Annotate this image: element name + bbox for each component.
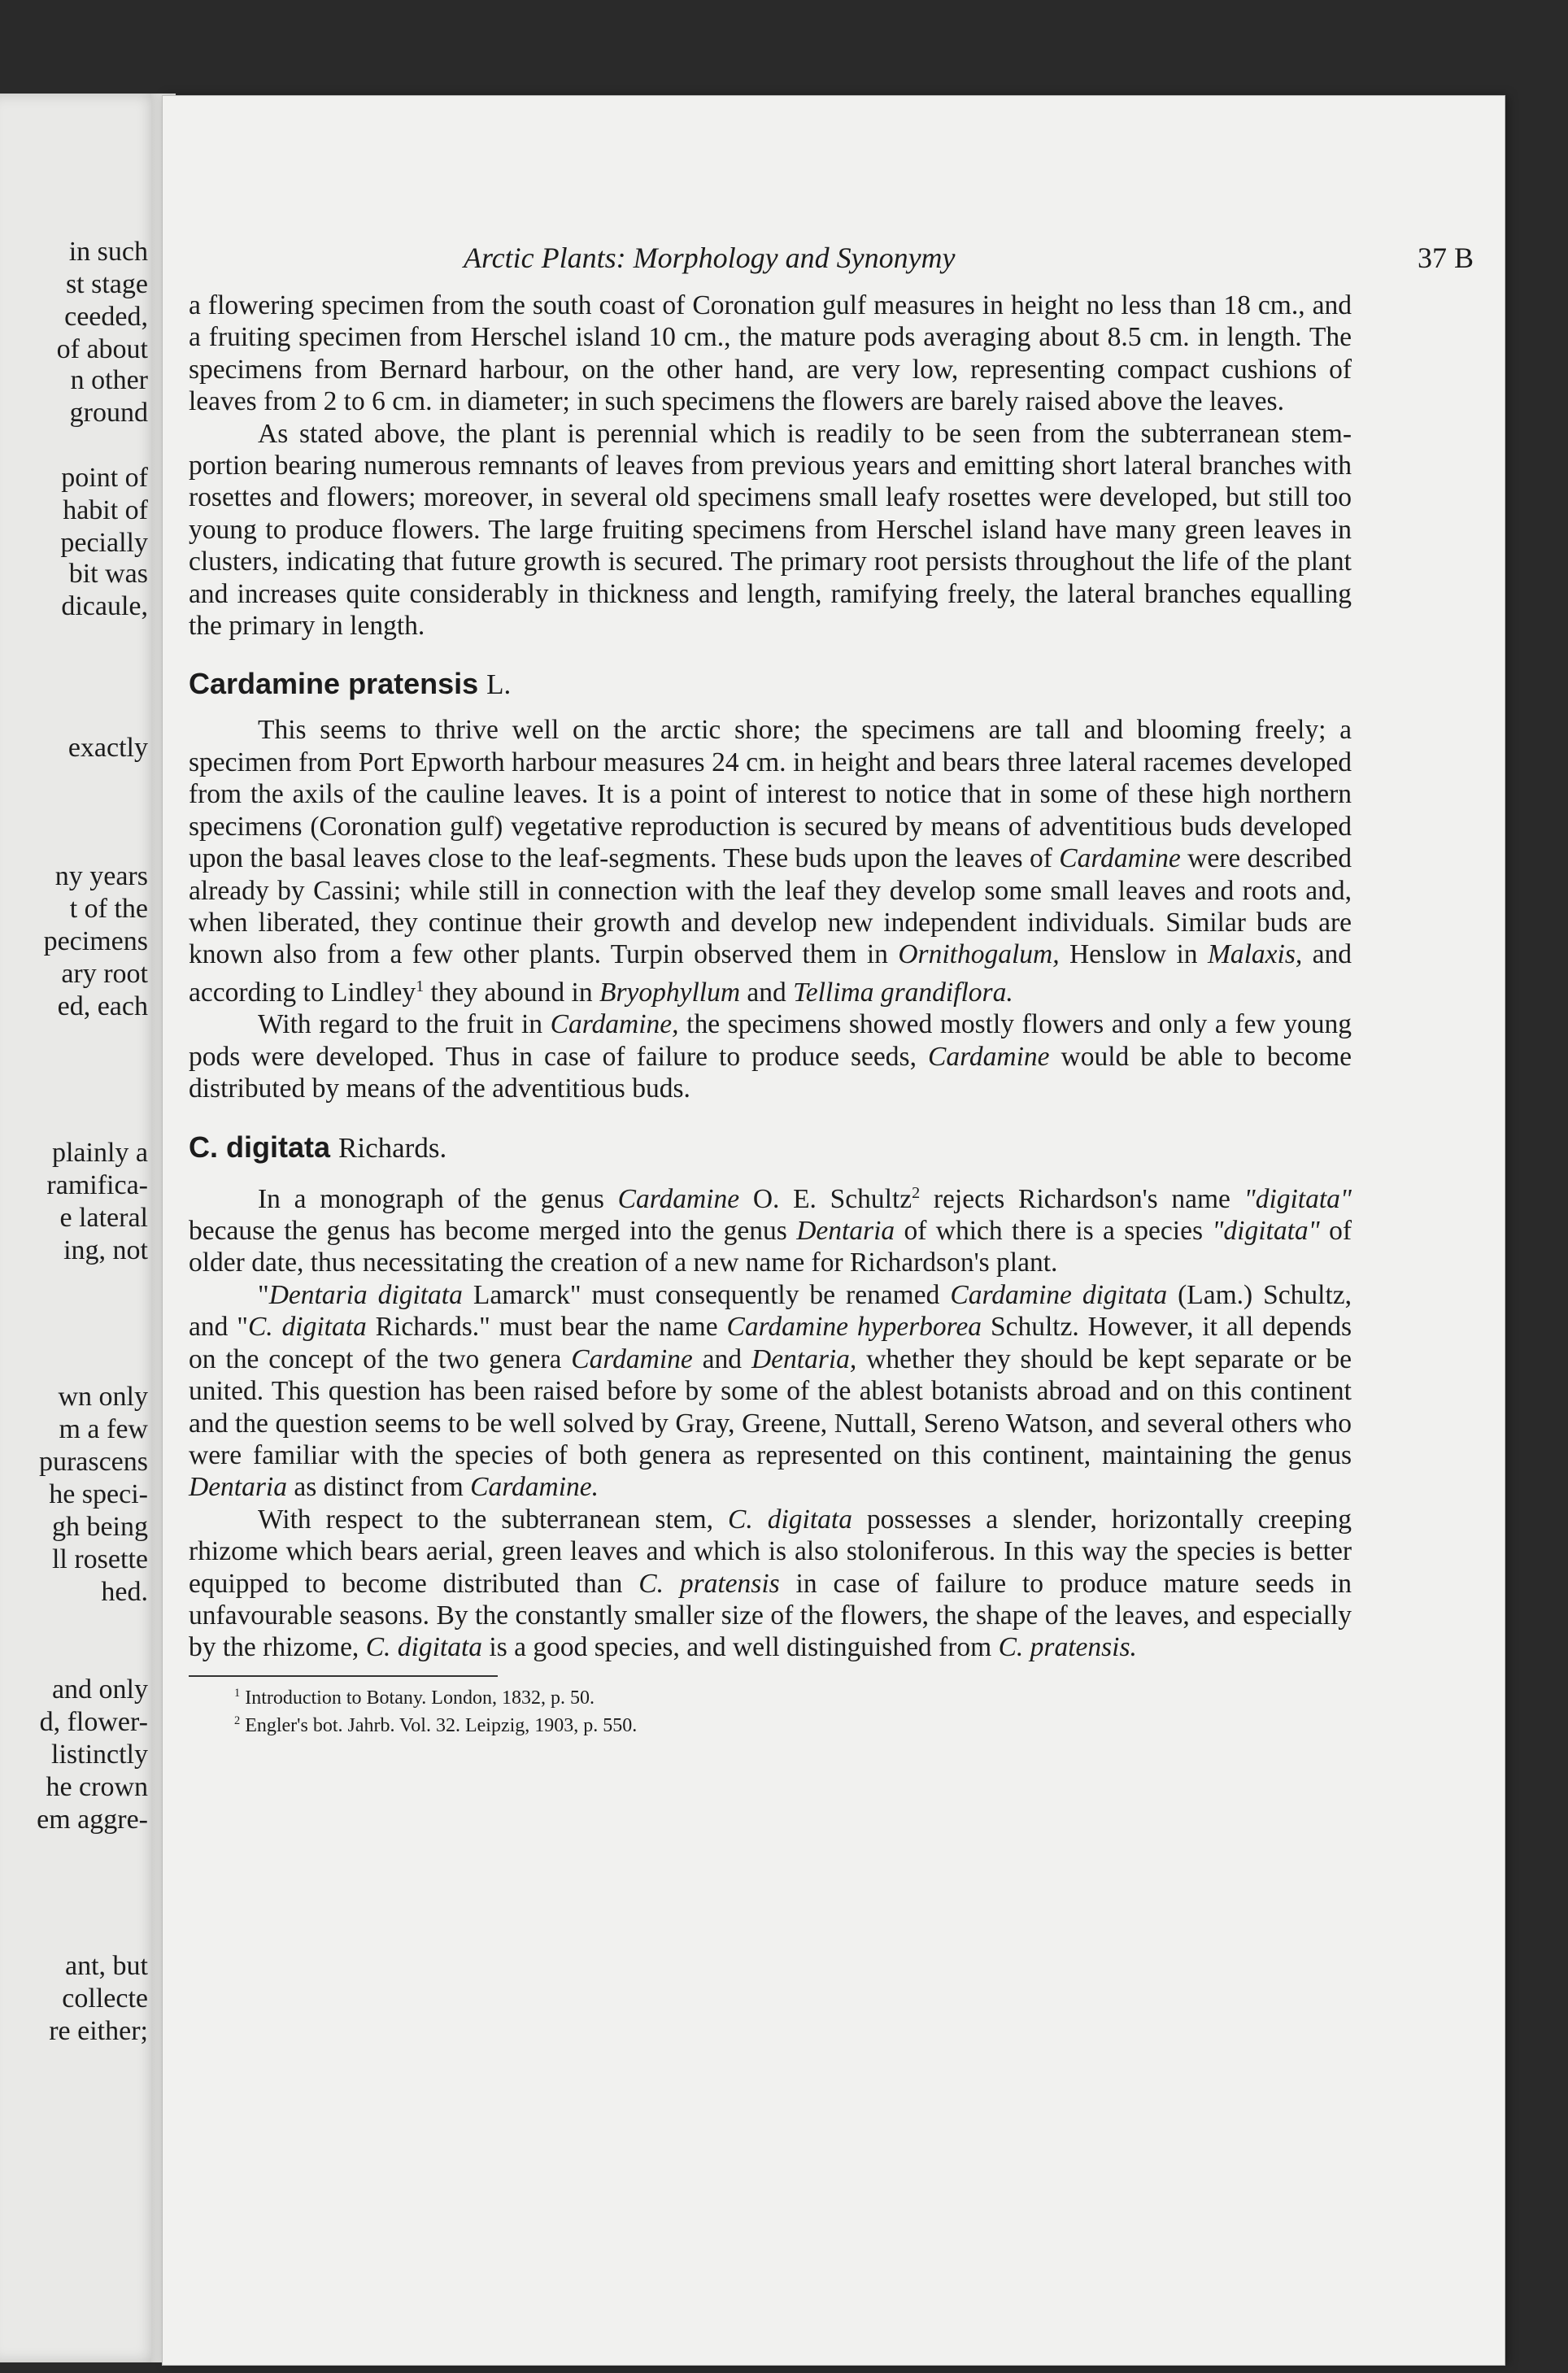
species-name: C. digitata bbox=[189, 1130, 331, 1164]
facing-page-line: of about bbox=[56, 334, 148, 364]
facing-page-line: ant, but bbox=[65, 1951, 148, 1981]
facing-page-line: exactly bbox=[68, 733, 148, 763]
facing-page-line: ramifica- bbox=[46, 1170, 148, 1200]
facing-page-line: pecimens bbox=[43, 926, 148, 956]
facing-page-line: ceeded, bbox=[64, 302, 148, 332]
facing-page-line: hed. bbox=[101, 1577, 148, 1607]
facing-page-line: ny years bbox=[54, 861, 148, 891]
facing-page-line: e lateral bbox=[59, 1203, 148, 1233]
facing-page-fragment bbox=[0, 94, 163, 2362]
facing-page-line: pecially bbox=[60, 528, 148, 558]
facing-page-line: and only bbox=[51, 1674, 148, 1705]
page-number: 37 B bbox=[1417, 242, 1474, 274]
facing-page-line: re either; bbox=[49, 2016, 148, 2046]
facing-page-line: n other bbox=[70, 365, 148, 395]
facing-page-line: habit of bbox=[63, 495, 148, 525]
section-heading-c-digitata bbox=[189, 1130, 1352, 1166]
facing-page-line: point of bbox=[61, 463, 148, 493]
facing-page-line: bit was bbox=[68, 559, 148, 589]
facing-page-line: ed, each bbox=[57, 991, 148, 1021]
facing-page-line: purascens bbox=[38, 1447, 148, 1477]
facing-page-line: listinctly bbox=[51, 1739, 148, 1770]
paragraph: This seems to thrive well on the arctic shore; the specimens are tall and blooming freely; a specimen from Port Epworth harbour measures 24 cm. in height and bears three lateral racemes developed from the axils of the cauline leaves. It is a point of interest to notice that in some of these high northern specimens (Coronation gulf) vegetative reproduction is secured by means of adventitious buds developed upon the basal leaves close to the leaf-segments. These buds upon the leaves of Cardamine were described already by Cassini; while still in connection with the leaf they develop some small leaves and roots and, when liberated, they continue their growth and develop new independent individuals. Similar buds are known also from a few other plants. Turpin observed them in Ornithogalum, Henslow in Malaxis, and according to Lindley$^1$ they abound in Bryophyllum and Tellima grandiflora. bbox=[189, 715, 1352, 1008]
facing-page-line: dicaule, bbox=[61, 591, 148, 621]
book-page bbox=[163, 96, 1505, 2365]
paragraph: In a monograph of the genus Cardamine O. E. Schultz$^2$ rejects Richardson's name "digitata" because the genus has become merged into the genus Dentaria of which there is a species "digitata" of older date, thus necessitating the creation of a new name for Richardson's plant. bbox=[189, 1183, 1352, 1278]
facing-page-line: ll rosette bbox=[51, 1544, 148, 1574]
facing-page-line: he speci- bbox=[49, 1479, 148, 1509]
facing-page-line: collecte bbox=[62, 1983, 148, 2014]
paragraph: a flowering specimen from the south coast of Coronation gulf measures in height no less than 18 cm., and a fruiting specimen from Herschel island 10 cm., the mature pods averaging about 8.5 cm. in length. The specimens from Bernard harbour, on the other hand, are very low, representing compact cushions of leaves from 2 to 6 cm. in diameter; in such specimens the flowers are barely raised above the leaves. bbox=[189, 290, 1352, 417]
section-heading-cardamine-pratensis bbox=[189, 666, 1352, 703]
facing-page-line: gh being bbox=[51, 1512, 148, 1542]
paragraph: With regard to the fruit in Cardamine, the specimens showed mostly flowers and only a few young pods were developed. Thus in case of failure to produce seeds, Cardamine would be able to become distributed by means of the adventitious buds. bbox=[189, 1009, 1352, 1104]
species-name: Cardamine pratensis bbox=[189, 667, 479, 701]
facing-page-line: em aggre- bbox=[37, 1805, 148, 1835]
footnote-rule bbox=[189, 1675, 498, 1677]
footnote: $^2$ Engler's bot. Jahrb. Vol. 32. Leipzig, 1903, p. 550. bbox=[234, 1713, 638, 1736]
paragraph: With respect to the subterranean stem, C. digitata possesses a slender, horizontally creeping rhizome which bears aerial, green leaves and which is also stoloniferous. In this way the species is better equipped to become distributed than C. pratensis in case of failure to produce mature seeds in unfavourable seasons. By the constantly smaller size of the flowers, the shape of the leaves, and especially by the rhizome, C. digitata is a good species, and well distinguished from C. pratensis. bbox=[189, 1504, 1352, 1663]
facing-page-line: m a few bbox=[59, 1414, 148, 1444]
paragraph: "Dentaria digitata Lamarck" must consequently be renamed Cardamine digitata (Lam.) Schultz, and "C. digitata Richards." must bear the name Cardamine hyperborea Schultz. However, it all depends on the concept of the two genera Cardamine and Dentaria, whether they should be kept separate or be united. This question has been raised before by some of the ablest botanists abroad and on this continent and the question seems to be well solved by Gray, Greene, Nuttall, Sereno Watson, and several others who were familiar with the species of both genera as represented on this continent, maintaining the genus Dentaria as distinct from Cardamine. bbox=[189, 1279, 1352, 1503]
facing-page-line: ary root bbox=[61, 959, 148, 989]
facing-page-line: ing, not bbox=[63, 1235, 148, 1265]
running-title: Arctic Plants: Morphology and Synonymy bbox=[464, 242, 956, 274]
facing-page-line: plainly a bbox=[51, 1138, 148, 1168]
running-head bbox=[163, 241, 1505, 276]
species-author: L. bbox=[486, 668, 512, 701]
facing-page-line: st stage bbox=[65, 269, 148, 299]
footnote-ref: 2 bbox=[912, 1183, 921, 1202]
facing-page-line: in such bbox=[68, 237, 148, 267]
facing-page-line: ground bbox=[69, 398, 148, 428]
species-author: Richards. bbox=[338, 1131, 447, 1164]
facing-page-line: wn only bbox=[58, 1382, 148, 1412]
facing-page-line: d, flower- bbox=[39, 1707, 148, 1737]
footnote-ref: 1 bbox=[416, 977, 425, 995]
facing-page-line: t of the bbox=[69, 894, 148, 924]
facing-page-line: he crown bbox=[46, 1772, 148, 1802]
paragraph: As stated above, the plant is perennial which is readily to be seen from the subterranean stem-portion bearing numerous remnants of leaves from previous years and emitting short lateral branches with rosettes and flowers; moreover, in several old specimens small leafy rosettes were developed, but still too young to produce flowers. The large fruiting specimens from Herschel island have many green leaves in clusters, indicating that future growth is secured. The primary root persists throughout the life of the plant and increases quite considerably in thickness and length, ramifying freely, the lateral branches equalling the primary in length. bbox=[189, 418, 1352, 642]
footnote: $^1$ Introduction to Botany. London, 1832, p. 50. bbox=[234, 1686, 595, 1709]
body-text bbox=[189, 290, 1352, 1737]
